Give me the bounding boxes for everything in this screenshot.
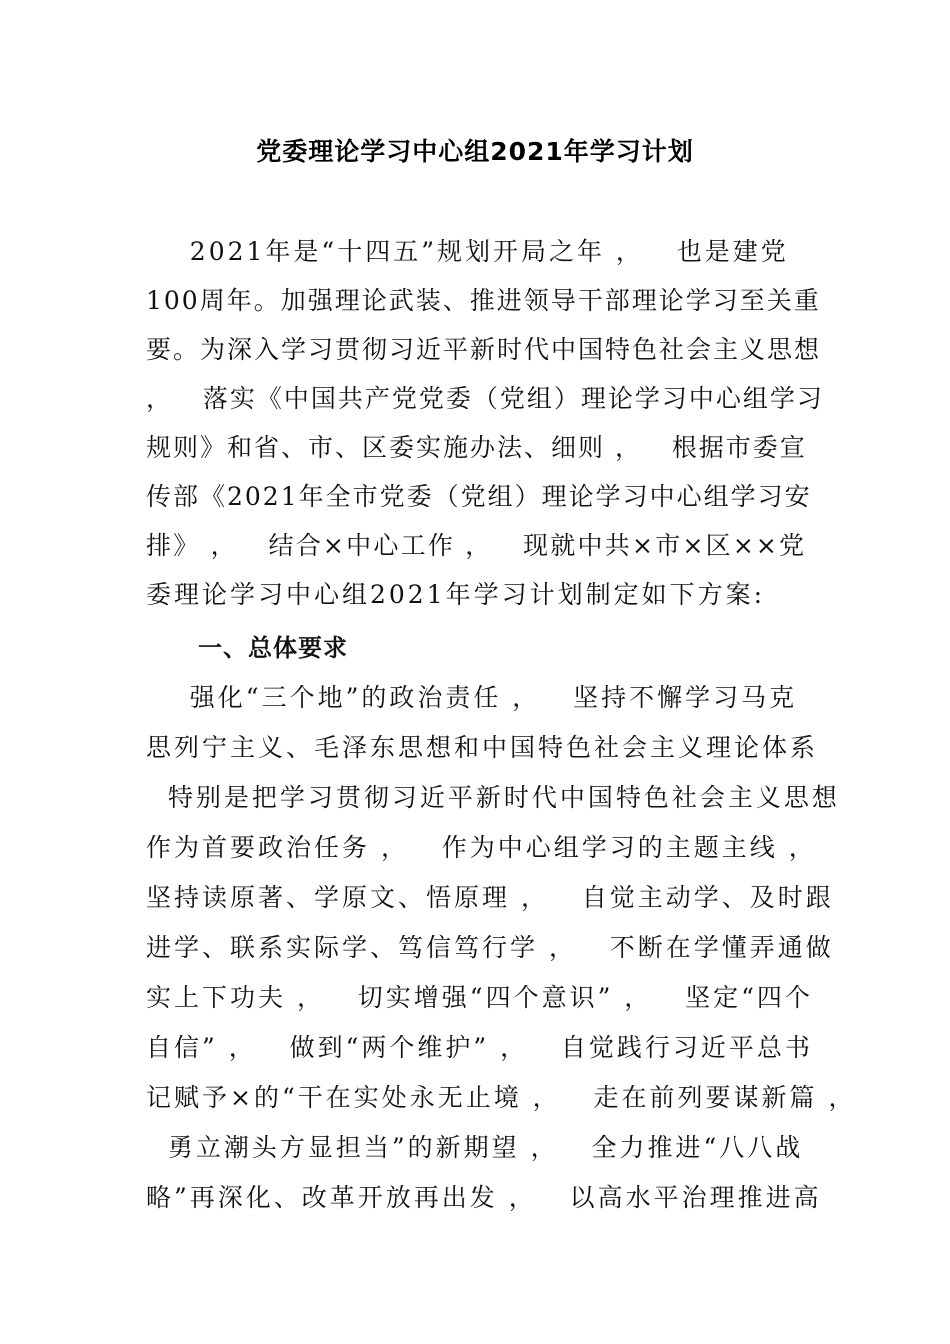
paragraph-line: 自信” ， 做到“两个维护” ， 自觉践行习近平总书 <box>146 1033 813 1062</box>
paragraph-line: 思列宁主义、毛泽东思想和中国特色社会主义理论体系 <box>146 733 819 762</box>
paragraph-line: 强化“三个地”的政治责任 ， 坚持不懈学习马克 <box>146 683 798 712</box>
paragraph-line: 实上下功夫 ， 切实增强“四个意识” ， 坚定“四个 <box>146 983 813 1012</box>
paragraph-line: 勇立潮头方显担当”的新期望 ， 全力推进“八八战 <box>146 1133 804 1162</box>
paragraph-line: 排》 ， 结合×中心工作 ， 现就中共×市×区××党 <box>146 531 806 560</box>
paragraph-line: 特别是把学习贯彻习近平新时代中国特色社会主义思想 <box>146 783 840 812</box>
paragraph-line: 进学、联系实际学、笃信笃行学 ， 不断在学懂弄通做 <box>146 933 834 962</box>
paragraph-line: 略”再深化、改革开放再出发 ， 以高水平治理推进高 <box>146 1183 822 1212</box>
paragraph-line: 要。为深入学习贯彻习近平新时代中国特色社会主义思想 <box>146 335 822 364</box>
document-title: 党委理论学习中心组2021年学习计划 <box>256 137 694 166</box>
paragraph-line: 2021年是“十四五”规划开局之年 ， 也是建党 <box>146 237 789 266</box>
paragraph-line: 规则》和省、市、区委实施办法、细则 ， 根据市委宣 <box>146 433 807 462</box>
paragraph-line: 传部《2021年全市党委（党组）理论学习中心组学习安 <box>146 482 812 511</box>
paragraph-line: 100周年。加强理论武装、推进领导干部理论学习至关重 <box>146 286 821 315</box>
section-heading: 一、总体要求 <box>198 634 348 662</box>
paragraph-line: 委理论学习中心组2021年学习计划制定如下方案: <box>146 580 766 609</box>
paragraph-line: 记赋予×的“干在实处永无止境 ， 走在前列要谋新篇 ， <box>146 1083 857 1112</box>
paragraph-line: 作为首要政治任务 ， 作为中心组学习的主题主线 ， <box>146 833 817 862</box>
paragraph-line: ， 落实《中国共产党党委（党组）理论学习中心组学习 <box>146 384 824 413</box>
paragraph-line: 坚持读原著、学原文、悟原理 ， 自觉主动学、及时跟 <box>146 883 834 912</box>
